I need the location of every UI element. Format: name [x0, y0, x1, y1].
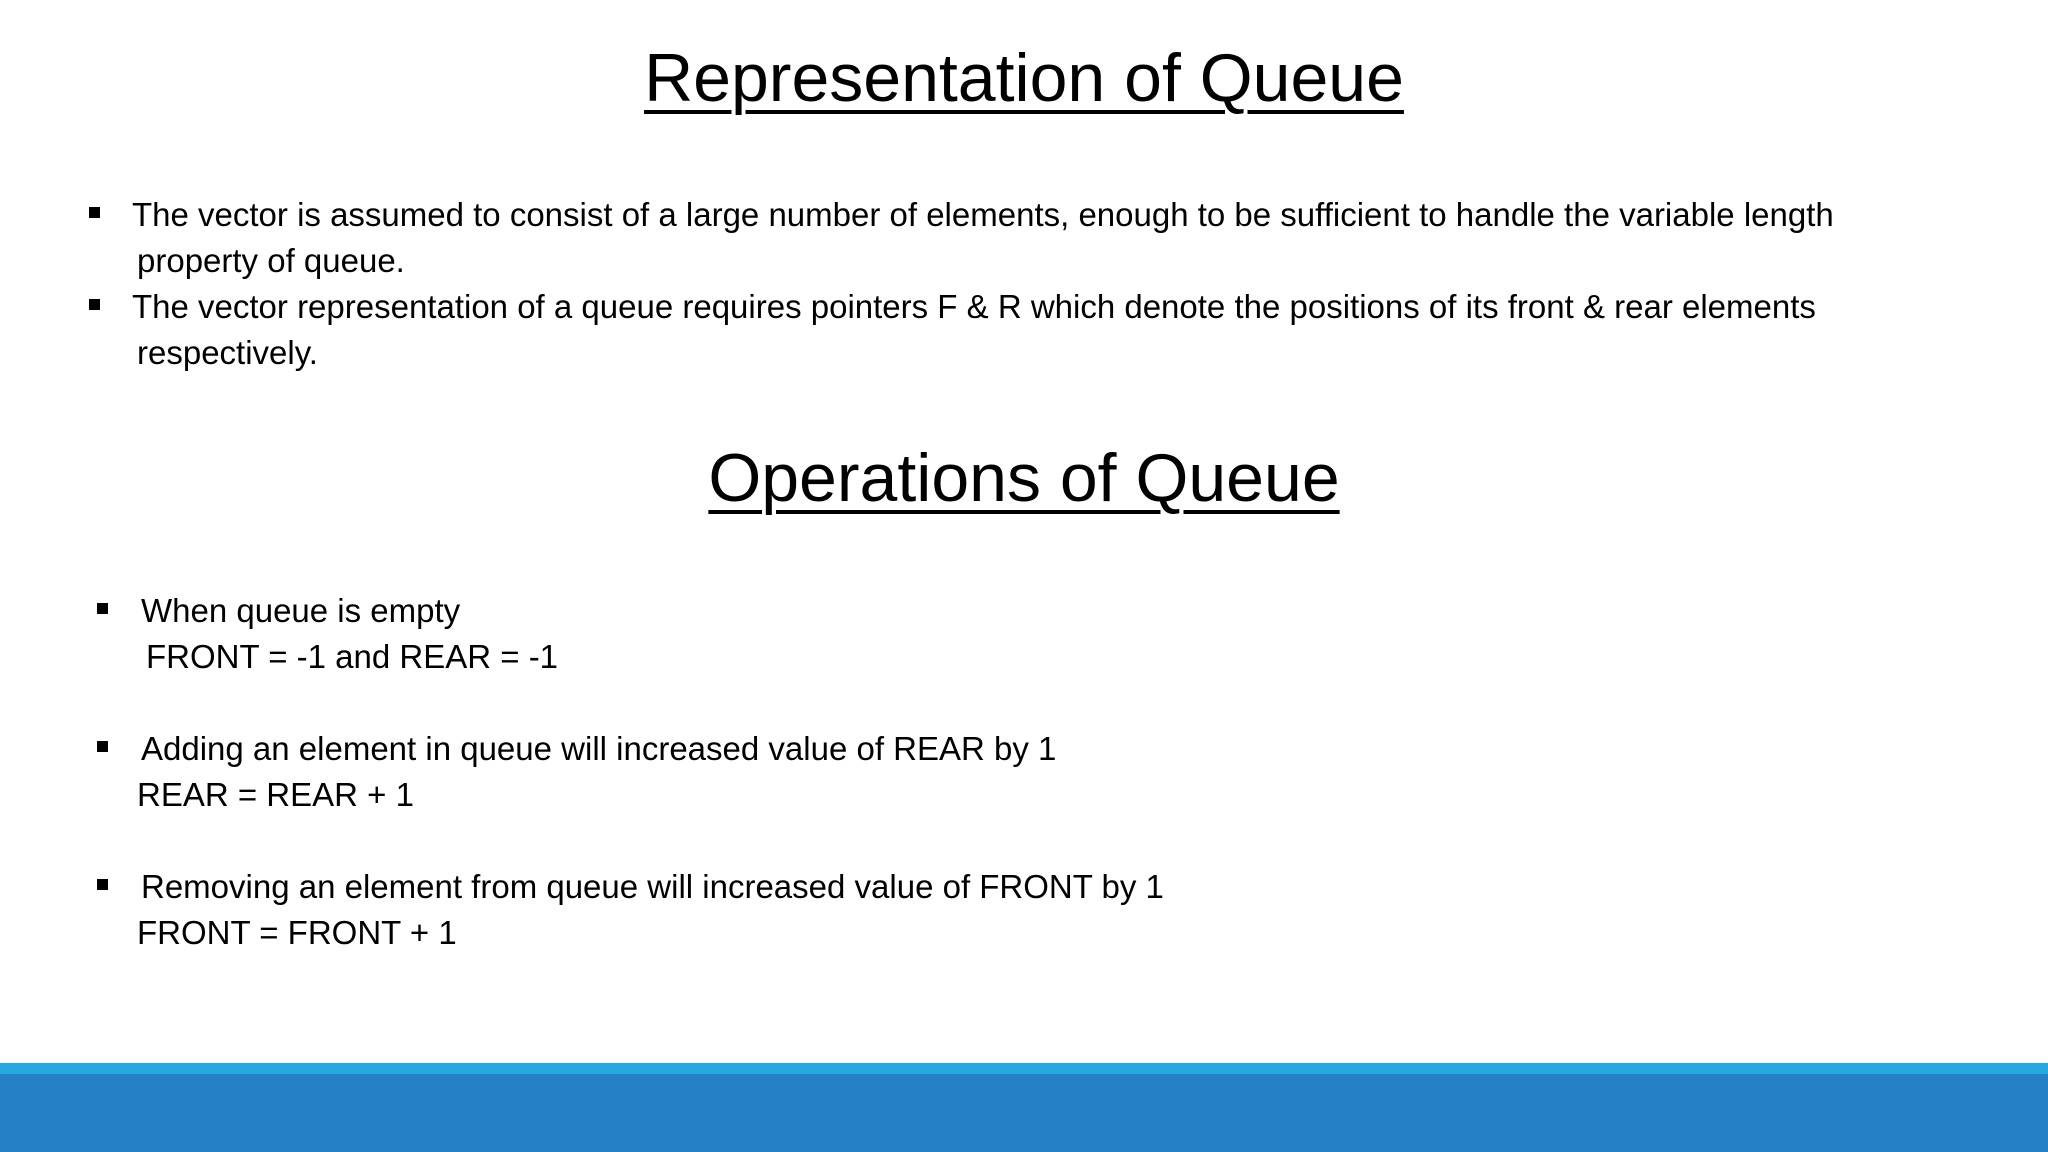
square-bullet-icon	[97, 741, 108, 752]
bullet-text: The vector representation of a queue requires pointers F & R which denote the positions of its front & rear elements	[132, 288, 1816, 325]
operation-text: When queue is empty	[141, 592, 461, 629]
slide-title-operations	[0, 440, 2048, 516]
bullet-text-continuation: property of queue.	[137, 242, 405, 279]
bullet-text: The vector is assumed to consist of a large number of elements, enough to be sufficient to handle the variable length	[132, 196, 1834, 233]
operation-item	[92, 588, 1692, 680]
square-bullet-icon	[89, 299, 100, 310]
operation-formula: FRONT = -1 and REAR = -1	[146, 638, 559, 675]
square-bullet-icon	[89, 207, 100, 218]
operation-item	[92, 726, 1692, 818]
square-bullet-icon	[97, 879, 108, 890]
operation-item	[92, 864, 1692, 956]
title-text: Operations of Queue	[708, 440, 1340, 516]
slide-title-representation	[0, 40, 2048, 116]
operation-formula: FRONT = FRONT + 1	[137, 914, 457, 951]
title-text: Representation of Queue	[644, 40, 1404, 116]
footer-bar	[0, 1074, 2048, 1152]
representation-bullet-list	[84, 192, 2004, 376]
operation-formula: REAR = REAR + 1	[137, 776, 414, 813]
bullet-text-continuation: respectively.	[137, 334, 318, 371]
square-bullet-icon	[97, 603, 108, 614]
operation-text: Removing an element from queue will increased value of FRONT by 1	[141, 868, 1164, 905]
bullet-item	[84, 192, 2004, 284]
footer-accent-stripe	[0, 1063, 2048, 1074]
operations-bullet-list	[92, 588, 1692, 956]
bullet-item	[84, 284, 2004, 376]
operation-text: Adding an element in queue will increased value of REAR by 1	[141, 730, 1057, 767]
